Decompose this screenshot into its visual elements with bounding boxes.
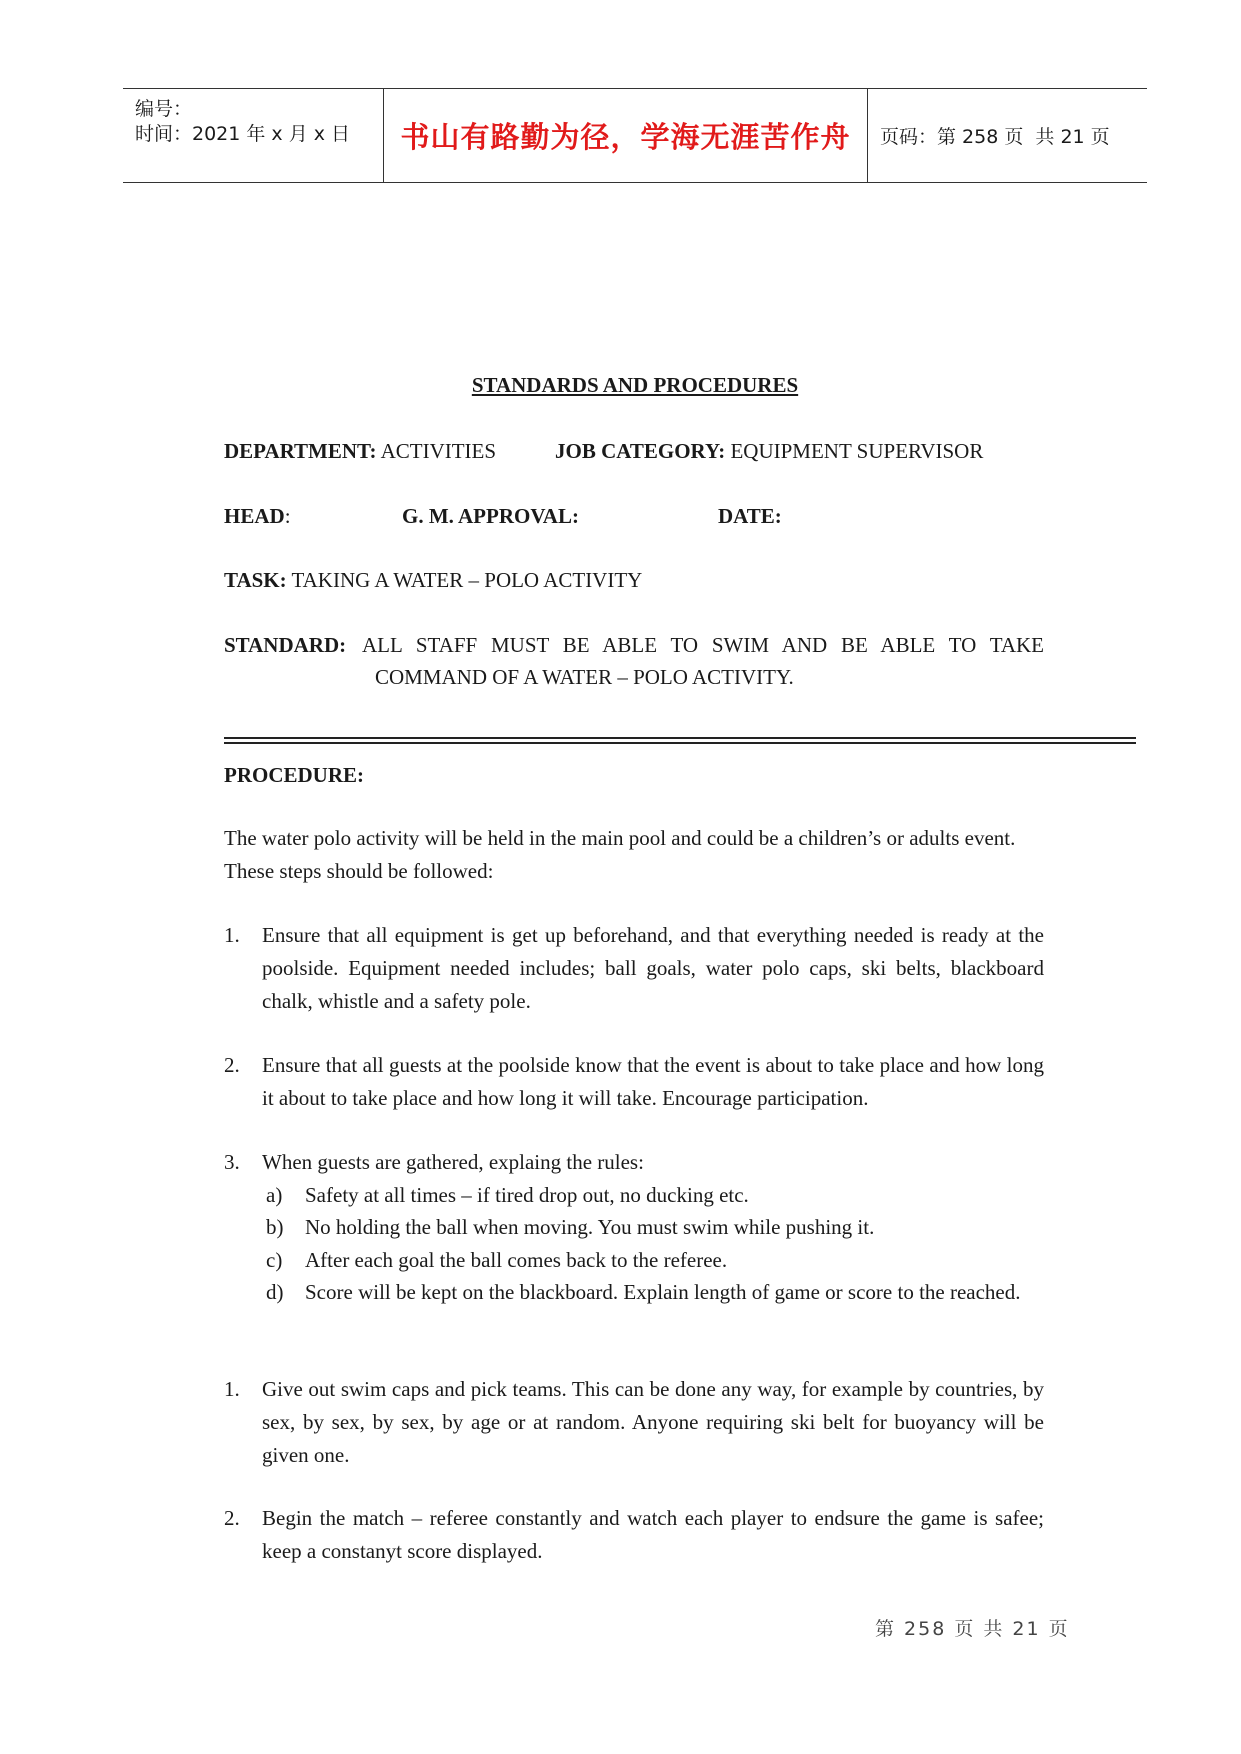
motto: 书山有路勤为径，学海无涯苦作舟 <box>400 120 851 154</box>
rule-text: After each goal the ball comes back to the referee. <box>305 1248 728 1272</box>
list-item-number: 2. <box>224 1506 240 1530</box>
document-header <box>123 88 1147 183</box>
task-label: TASK: <box>224 568 287 592</box>
rule-letter: d) <box>266 1280 284 1304</box>
page-title: STANDARDS AND PROCEDURES <box>471 373 799 397</box>
standard-label <box>224 633 346 658</box>
job-category-value: EQUIPMENT SUPERVISOR <box>730 439 984 463</box>
list-item-text: When guests are gathered, explaing the rules: <box>262 1150 644 1174</box>
standard-line-1: ALL STAFF MUST BE ABLE TO SWIM AND BE ABLE TO TAKE <box>362 633 1044 657</box>
rule-letter: c) <box>266 1248 283 1272</box>
header-motto-cell <box>384 89 868 182</box>
number-label: 编号： <box>135 98 193 120</box>
rule-letter: b) <box>266 1215 284 1239</box>
task-row <box>224 568 642 593</box>
list-item-text: Begin the match – referee constantly and watch each player to endsure the game is safee; keep a constanyt score displayed. <box>262 1506 1044 1563</box>
date-label: 时间：2021 年 x 月 x 日 <box>135 123 351 145</box>
header-page-cell <box>868 89 1147 182</box>
list-item-text: Ensure that all equipment is get up beforehand, and that everything needed is ready at the poolside. Equipment needed includes; ball goals, water polo caps, ski belts, blackboard chalk, whistle and a safety pole. <box>262 923 1044 1013</box>
list-item-number: 2. <box>224 1053 240 1077</box>
head-field <box>224 504 291 529</box>
standard-label-text: STANDARD: <box>224 633 347 657</box>
standard-line-2: COMMAND OF A WATER – POLO ACTIVITY. <box>375 665 794 689</box>
department-row <box>224 439 496 464</box>
list-item-text: Give out swim caps and pick teams. This can be done any way, for example by countries, by sex, by sex, by sex, by age or at random. Anyone requiring ski belt for buoyancy will be given one. <box>262 1377 1044 1467</box>
rule-text: Safety at all times – if tired drop out, no ducking etc. <box>305 1183 749 1207</box>
intro-paragraph: The water polo activity will be held in the main pool and could be a children’s or adults event. These steps should be followed: <box>224 826 1016 883</box>
rule-letter: a) <box>266 1183 283 1207</box>
page-label: 页码：第 258 页 共 21 页 <box>880 126 1110 148</box>
page-footer: 第 258 页 共 21 页 <box>875 1618 1070 1640</box>
date-field: DATE: <box>718 504 782 528</box>
job-category-row <box>555 439 983 464</box>
head-label: HEAD <box>224 504 285 528</box>
department-label: DEPARTMENT: <box>224 439 377 463</box>
rule-text: Score will be kept on the blackboard. Explain length of game or score to the reached. <box>305 1280 1021 1304</box>
list-item-number: 3. <box>224 1150 240 1174</box>
task-value: TAKING A WATER – POLO ACTIVITY <box>291 568 643 592</box>
department-value: ACTIVITIES <box>380 439 497 463</box>
header-meta-cell <box>123 89 384 182</box>
list-item-number: 1. <box>224 1377 240 1401</box>
rule-text: No holding the ball when moving. You must swim while pushing it. <box>305 1215 875 1239</box>
list-item-number: 1. <box>224 923 240 947</box>
gm-approval-field: G. M. APPROVAL: <box>402 504 579 528</box>
head-colon: : <box>284 504 291 528</box>
section-divider <box>224 737 1136 744</box>
procedure-heading: PROCEDURE: <box>224 763 364 787</box>
list-item-text: Ensure that all guests at the poolside know that the event is about to take place and how long it about to take place and how long it will take. Encourage participation. <box>262 1053 1044 1110</box>
job-category-label: JOB CATEGORY: <box>555 439 726 463</box>
